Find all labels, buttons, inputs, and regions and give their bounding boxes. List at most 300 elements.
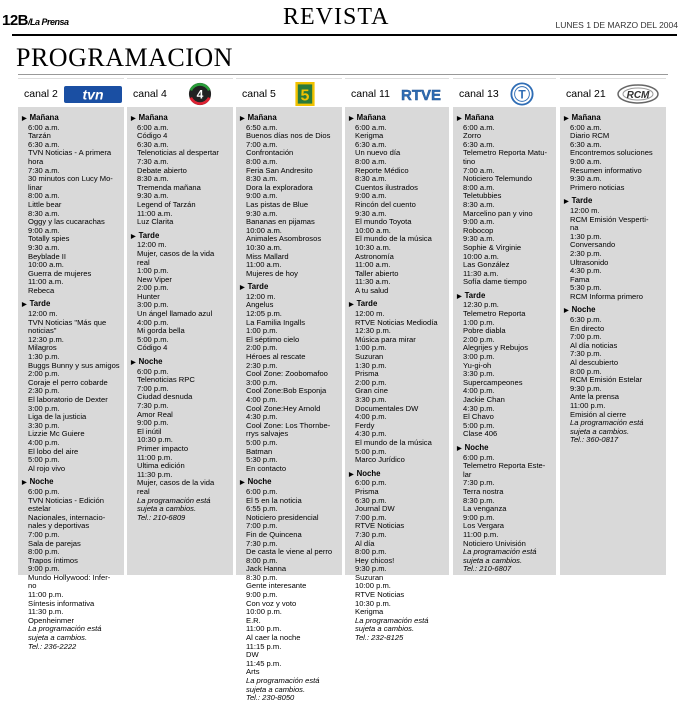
listing-line: 10:00 a.m. <box>28 260 64 270</box>
listing-line: Telemetro Reporta Matu- <box>463 148 547 158</box>
block-heading-text: Mañana <box>29 113 59 122</box>
listing-line: 7:00 p.m. <box>137 383 169 393</box>
listing-line: no <box>28 581 37 591</box>
listing-line: 6:00 a.m. <box>137 122 169 132</box>
listing-line: 3:00 p.m. <box>28 403 60 413</box>
listing-line: 2:00 p.m. <box>246 343 278 353</box>
listing-line: Angelus <box>246 300 274 310</box>
listing-line: RCM Emisión Vesperti- <box>570 214 649 224</box>
listing-line: Sophie & Virginie <box>463 242 522 252</box>
listing-line: Noticiero presidencial <box>246 512 319 522</box>
listing-line: TVN Noticias - A primera <box>28 148 112 158</box>
listing-line: 8:30 a.m. <box>246 174 278 184</box>
block-heading-text: Mañana <box>356 113 386 122</box>
bullet-arrow-icon: ▶ <box>240 285 245 292</box>
canal-4-logo-text: 4 <box>196 87 204 102</box>
listing-line: 11:45 p.m. <box>246 658 282 668</box>
listing-line: 4:00 p.m. <box>137 317 169 327</box>
listing-line: 6:00 a.m. <box>570 122 602 132</box>
listing-line: Supercampeones <box>463 377 523 387</box>
listing-line: hora <box>28 156 44 166</box>
schedule-note: La programación está <box>246 676 320 685</box>
program-block <box>22 478 121 651</box>
block-heading-text: Mañana <box>571 113 601 122</box>
listing-line: 6:55 p.m. <box>246 504 278 514</box>
bullet-arrow-icon: ▶ <box>457 293 462 300</box>
listing-line: Reporte Médico <box>355 165 409 175</box>
listing-line: 9:00 p.m. <box>28 564 60 574</box>
listing-line: El séptimo cielo <box>246 334 300 344</box>
schedule-note: sujeta a cambios. <box>246 684 306 694</box>
listing-line: Al caer la noche <box>246 633 301 643</box>
listing-line: Cool Zone:Bob Esponja <box>246 386 327 396</box>
listing-line: Beyblade II <box>28 251 66 261</box>
listing-line: 7:30 p.m. <box>246 538 278 548</box>
page-title: PROGRAMACION <box>16 43 233 72</box>
listing-line: 11:30 a.m. <box>355 277 391 287</box>
program-block <box>457 114 553 287</box>
listing-line: 9:30 p.m. <box>570 383 602 393</box>
tvn-logo-icon <box>64 82 122 106</box>
program-block <box>457 292 553 439</box>
listing-line: 8:00 p.m. <box>246 555 278 565</box>
listing-line: 8:30 p.m. <box>246 572 278 582</box>
listing-line: Al rojo vivo <box>28 463 66 473</box>
listing-line: 9:00 a.m. <box>28 225 60 235</box>
listing-line: 9:00 a.m. <box>246 191 278 201</box>
channel-name: canal 2 <box>24 88 58 100</box>
listing-line: Fama <box>570 274 590 284</box>
schedule-note: La programación está <box>570 418 644 428</box>
program-block <box>564 197 663 301</box>
listing-line: 10:00 a.m. <box>355 225 391 235</box>
listing-line: Ferdy <box>355 420 375 430</box>
channel-listing <box>240 114 339 708</box>
title-divider <box>18 74 668 75</box>
listing-line: 3:00 p.m. <box>463 352 495 362</box>
canal-13-logo-text: T <box>518 87 526 102</box>
listing-line: 1:30 p.m. <box>355 360 387 370</box>
schedule-note: Tel.: 230-8050 <box>246 693 295 703</box>
listing-line: Mundo Hollywood: Infer- <box>28 572 111 582</box>
listing-line: Telenoticias RPC <box>137 375 195 385</box>
listing-line: Sala de parejas <box>28 538 81 548</box>
schedule-note: Tel.: 210-6809 <box>137 512 186 522</box>
listing-line: Primer impacto <box>137 443 189 453</box>
listing-line: Trapos íntimos <box>28 555 78 565</box>
listing-line: Telenoticias al despertar <box>137 148 219 158</box>
listing-line: Cool Zone:Hey Arnold <box>246 403 321 413</box>
channel-column <box>236 78 342 703</box>
listing-line: Prisma <box>355 369 379 379</box>
listing-line: Encontremos soluciones <box>570 148 653 158</box>
listing-line: Las González <box>463 260 510 270</box>
listing-line: 6:30 a.m. <box>137 139 169 149</box>
listing-line: linar <box>28 182 43 192</box>
schedule-note: Tel.: 232-8125 <box>355 633 404 643</box>
program-block <box>240 283 339 473</box>
listing-line: En directo <box>570 323 605 333</box>
listing-line: 5:00 p.m. <box>463 420 495 430</box>
listing-line: Tarzán <box>28 131 51 141</box>
bullet-arrow-icon: ▶ <box>349 116 354 122</box>
channel-column <box>453 78 556 575</box>
listing-line: 6:00 p.m. <box>246 486 278 496</box>
listing-line: 4:00 p.m. <box>463 386 495 396</box>
channel-name: canal 13 <box>459 88 499 100</box>
listing-line: Sofía dame tiempo <box>463 277 527 287</box>
block-heading-text: Noche <box>571 305 596 315</box>
listing-line: 12:30 p.m. <box>28 334 64 344</box>
program-block <box>22 300 121 473</box>
listing-line: 1:00 p.m. <box>137 266 169 276</box>
rtve-logo-text: RTVE <box>400 87 442 104</box>
bullet-arrow-icon: ▶ <box>457 445 462 452</box>
listing-line: DW <box>246 650 259 660</box>
listing-line: 11:30 p.m. <box>28 607 64 617</box>
listing-line: 7:30 p.m. <box>463 478 495 488</box>
listing-line: noticias" <box>28 326 57 336</box>
listing-line: Documentales DW <box>355 403 419 413</box>
program-block <box>240 114 339 278</box>
schedule-note: sujeta a cambios. <box>463 555 523 565</box>
block-heading-text: Tarde <box>247 282 269 292</box>
listing-line: 9:30 a.m. <box>570 174 602 184</box>
listing-line: Mujer, casos de la vida <box>137 248 215 258</box>
listing-line: 8:30 a.m. <box>28 208 60 218</box>
listing-line: 11:00 p.m. <box>28 590 64 600</box>
listing-line: 10:30 a.m. <box>355 242 391 252</box>
listing-line: 7:00 p.m. <box>355 512 387 522</box>
block-heading-text: Tarde <box>464 290 486 300</box>
bullet-arrow-icon: ▶ <box>131 116 136 122</box>
bullet-arrow-icon: ▶ <box>564 199 569 206</box>
listing-line: Amor Real <box>137 409 173 419</box>
listing-line: 1:30 p.m. <box>570 231 602 241</box>
listing-line: 1:00 p.m. <box>246 326 278 336</box>
listing-line: 9:00 a.m. <box>463 217 495 227</box>
listing-line: Prisma <box>355 486 379 496</box>
listing-line: tino <box>463 156 476 166</box>
listing-line: TVN Noticias - Edición <box>28 495 104 505</box>
channel-header <box>453 78 556 107</box>
channel-header <box>560 78 666 107</box>
bullet-arrow-icon: ▶ <box>131 360 136 367</box>
schedule-note: Tel.: 236-2222 <box>28 641 77 651</box>
channel-name: canal 21 <box>566 88 606 100</box>
listing-line: RTVE Noticias <box>355 590 405 600</box>
publication-name: /La Prensa <box>28 17 69 27</box>
listing-line: 1:00 p.m. <box>463 317 495 327</box>
listing-line: Cuentos ilustrados <box>355 182 418 192</box>
listing-line: Little bear <box>28 199 62 209</box>
listing-line: 3:30 p.m. <box>463 369 495 379</box>
bullet-arrow-icon: ▶ <box>349 302 354 309</box>
listing-line: 11:00 p.m. <box>137 452 173 462</box>
listing-line: Mujeres de hoy <box>246 268 298 278</box>
listing-line: 9:30 a.m. <box>137 191 169 201</box>
listing-line: Robocop <box>463 225 494 235</box>
listing-line: Ante la prensa <box>570 392 619 402</box>
listing-line: Código 4 <box>137 131 168 141</box>
listing-line: 8:00 a.m. <box>355 156 387 166</box>
schedule-note: sujeta a cambios. <box>355 624 415 634</box>
listing-line: 4:30 p.m. <box>246 412 278 422</box>
listing-line: real <box>137 257 150 267</box>
listing-line: A tu salud <box>355 285 389 295</box>
listing-line: Jack Hanna <box>246 564 287 574</box>
channel-header <box>127 78 233 107</box>
listing-line: TVN Noticias "Más que <box>28 317 107 327</box>
listing-line: Kerigma <box>355 607 384 617</box>
channel-column <box>127 78 233 575</box>
listing-line: 8:00 p.m. <box>570 366 602 376</box>
listing-line: Síntesis informativa <box>28 598 95 608</box>
listing-line: Hunter <box>137 291 160 301</box>
bullet-arrow-icon: ▶ <box>349 471 354 478</box>
schedule-note: La programación está <box>463 547 537 557</box>
listing-line: Buenos días nos de Dios <box>246 131 331 141</box>
listing-line: La venganza <box>463 504 507 514</box>
listing-line: New Viper <box>137 274 172 284</box>
listing-line: 8:00 a.m. <box>28 191 60 201</box>
listing-line: 9:00 p.m. <box>463 512 495 522</box>
listing-line: Milagros <box>28 343 57 353</box>
listing-line: Pobre diabla <box>463 326 506 336</box>
listing-line: 9:00 a.m. <box>570 156 602 166</box>
listing-line: 7:30 p.m. <box>355 529 387 539</box>
listing-line: 6:00 a.m. <box>28 122 60 132</box>
listing-line: 6:00 p.m. <box>463 452 495 462</box>
listing-line: rrys salvajes <box>246 429 289 439</box>
listing-line: Taller abierto <box>355 268 399 278</box>
listing-line: Guerra de mujeres <box>28 268 92 278</box>
listing-line: 7:30 a.m. <box>137 156 169 166</box>
listing-line: 11:15 p.m. <box>246 641 282 651</box>
listing-line: 11:00 a.m. <box>246 260 282 270</box>
block-heading-text: Tarde <box>571 196 593 206</box>
program-block <box>131 232 230 353</box>
channel-column <box>345 78 449 643</box>
issue-date: LUNES 1 DE MARZO DEL 2004 <box>555 20 678 30</box>
listing-line: Resumen informativo <box>570 165 642 175</box>
listing-line: 12:00 m. <box>355 309 385 319</box>
listing-line: Al día noticias <box>570 340 618 350</box>
listing-line: 9:30 a.m. <box>355 208 387 218</box>
listing-line: Rincón del cuento <box>355 199 416 209</box>
listing-line: 3:30 p.m. <box>355 395 387 404</box>
listing-line: Noticiero Univisión <box>463 538 526 548</box>
page-number: 12B/La Prensa <box>2 12 69 29</box>
listing-line: RCM Emisión Estelar <box>570 375 643 385</box>
listing-line: 10:00 p.m. <box>355 581 391 591</box>
listing-line: Código 4 <box>137 343 168 353</box>
listing-line: 11:00 p.m. <box>570 401 606 410</box>
tvn-logo-text: tvn <box>82 86 104 103</box>
channel-header <box>345 78 449 107</box>
channel-column <box>560 78 666 575</box>
listing-line: 3:00 p.m. <box>246 377 278 387</box>
listing-line: 9:30 a.m. <box>246 208 278 218</box>
program-block <box>131 114 230 227</box>
bullet-arrow-icon: ▶ <box>22 302 27 309</box>
listing-line: Coraje el perro cobarde <box>28 377 108 387</box>
listing-line: Batman <box>246 446 273 456</box>
listing-line: 1:30 p.m. <box>28 352 60 362</box>
listing-line: 7:00 a.m. <box>463 165 495 175</box>
listing-line: estelar <box>28 504 51 514</box>
listing-line: Con voz y voto <box>246 598 297 608</box>
bullet-arrow-icon: ▶ <box>564 116 569 122</box>
listing-line: Openheinmer <box>28 615 75 625</box>
listing-line: 6:00 a.m. <box>463 122 495 132</box>
listing-line: 12:00 m. <box>28 309 58 319</box>
listing-line: Mi gorda bella <box>137 326 185 336</box>
listing-line: 12:30 p.m. <box>463 300 499 310</box>
program-block <box>131 358 230 522</box>
listing-line: Nacionales, internacio- <box>28 512 106 522</box>
rtve-logo-icon <box>394 82 448 106</box>
channel-listing <box>349 114 446 648</box>
block-heading-text: Mañana <box>247 113 277 122</box>
schedule-note: La programación está <box>355 615 429 625</box>
listing-line: 4:30 p.m. <box>355 429 387 439</box>
bullet-arrow-icon: ▶ <box>457 116 462 122</box>
listing-line: 7:30 a.m. <box>28 165 60 175</box>
rcm-logo-icon <box>616 82 660 106</box>
listing-line: 5:30 p.m. <box>570 283 602 293</box>
channel-listing <box>457 114 553 579</box>
listing-line: 6:30 a.m. <box>355 139 387 149</box>
listing-line: Journal DW <box>355 504 395 514</box>
listing-line: 11:00 a.m. <box>137 208 173 218</box>
canal-5-logo-icon <box>292 82 318 106</box>
listing-line: 10:00 a.m. <box>463 251 499 261</box>
listing-line: 5:00 p.m. <box>28 455 60 465</box>
listing-line: 8:30 a.m. <box>137 174 169 184</box>
listing-line: Ciudad desnuda <box>137 392 193 402</box>
listing-line: 5:30 p.m. <box>246 455 278 465</box>
listing-line: Cool Zone: Zoobomafoo <box>246 369 328 379</box>
listing-line: 10:00 p.m. <box>246 607 282 617</box>
listing-line: Las pistas de Blue <box>246 199 309 209</box>
block-heading-text: Mañana <box>464 113 494 122</box>
bullet-arrow-icon: ▶ <box>22 116 27 122</box>
listing-line: 11:30 a.m. <box>463 268 499 278</box>
program-block <box>349 470 446 643</box>
listing-line: Música para mirar <box>355 334 416 344</box>
program-block <box>457 444 553 574</box>
listing-line: Emisión al cierre <box>570 409 627 419</box>
listing-line: El mundo de la música <box>355 437 432 447</box>
bullet-arrow-icon: ▶ <box>22 480 27 487</box>
listing-line: 10:30 p.m. <box>355 598 391 608</box>
listing-line: RCM Informa primero <box>570 291 643 301</box>
listing-line: 10:00 a.m. <box>246 225 282 235</box>
block-heading-text: Tarde <box>138 230 160 240</box>
listing-line: 5:00 p.m. <box>246 437 278 447</box>
listing-line: na <box>570 223 579 233</box>
listing-line: 11:00 a.m. <box>28 277 64 287</box>
listing-line: Gente interesante <box>246 581 307 591</box>
listing-line: Yu-gi-oh <box>463 360 492 370</box>
listing-line: Conversando <box>570 240 616 250</box>
channel-name: canal 11 <box>351 88 390 100</box>
listing-line: 7:00 p.m. <box>28 529 60 539</box>
listing-line: 8:30 a.m. <box>355 174 387 184</box>
listing-line: 5:00 p.m. <box>355 446 387 456</box>
channel-column <box>18 78 124 651</box>
canal-5-logo-text: 5 <box>300 87 310 105</box>
listing-line: Luz Clarita <box>137 217 174 227</box>
listing-line: 11:00 p.m. <box>246 624 282 634</box>
listing-line: 2:00 p.m. <box>137 283 169 293</box>
listing-line: 8:00 a.m. <box>246 156 278 166</box>
listing-line: En contacto <box>246 463 287 473</box>
schedule-note: Tel.: 210-6807 <box>463 564 512 574</box>
listing-line: 12:00 m. <box>137 240 167 250</box>
listing-line: Suzuran <box>355 572 384 582</box>
listing-line: 9:30 p.m. <box>355 564 387 574</box>
listing-line: Arts <box>246 667 260 677</box>
listing-line: 10:30 p.m. <box>137 435 173 445</box>
program-block <box>564 306 663 445</box>
listing-line: nales y deportivas <box>28 521 90 531</box>
listing-line: Buggs Bunny y sus amigos <box>28 360 120 370</box>
listing-line: 6:30 a.m. <box>570 139 602 149</box>
listing-line: 3:00 p.m. <box>137 300 169 310</box>
listing-line: Alegrijes y Rebujos <box>463 343 528 353</box>
listing-line: Legend of Tarzán <box>137 199 196 209</box>
listing-line: Un nuevo día <box>355 148 401 158</box>
listing-line: 11:30 p.m. <box>137 469 173 479</box>
listing-line: Ultrasonido <box>570 257 609 267</box>
program-block <box>564 114 663 192</box>
listing-line: Marco Jurídico <box>355 455 405 465</box>
listing-line: 30 minutos con Lucy Mo- <box>28 174 113 184</box>
listing-line: 6:00 p.m. <box>355 478 387 488</box>
schedule-note: Tel.: 360-0817 <box>570 435 619 445</box>
listing-line: 12:30 p.m. <box>355 326 391 336</box>
listing-line: 4:30 p.m. <box>570 266 602 276</box>
listing-line: Miss Mallard <box>246 251 289 261</box>
program-block <box>349 114 446 295</box>
listing-line: 10:30 a.m. <box>246 242 282 252</box>
bullet-arrow-icon: ▶ <box>240 116 245 122</box>
listing-line: 6:30 p.m. <box>570 315 602 325</box>
listing-line: 6:50 a.m. <box>246 122 278 132</box>
listing-line: 8:00 a.m. <box>463 182 495 192</box>
listing-line: Al día <box>355 538 375 548</box>
channel-name: canal 4 <box>133 88 167 100</box>
listing-line: 7:00 a.m. <box>246 139 278 149</box>
listing-line: Clase 406 <box>463 429 498 439</box>
listing-line: 6:30 p.m. <box>355 495 387 505</box>
bullet-arrow-icon: ▶ <box>564 308 569 315</box>
listing-line: El Chavo <box>463 412 494 422</box>
listing-line: De casta le viene al perro <box>246 547 333 557</box>
section-title: REVISTA <box>283 4 390 30</box>
channel-listing <box>22 114 121 656</box>
listing-line: Telemetro Reporta <box>463 309 526 319</box>
listing-line: El mundo Toyota <box>355 217 412 227</box>
listing-line: 4:00 p.m. <box>28 437 60 447</box>
schedule-note: La programación está <box>28 624 102 634</box>
listing-line: 4:30 p.m. <box>463 403 495 413</box>
listing-line: 2:30 p.m. <box>246 360 278 370</box>
listing-line: 8:30 p.m. <box>463 495 495 505</box>
listing-line: 11:00 p.m. <box>463 529 499 539</box>
